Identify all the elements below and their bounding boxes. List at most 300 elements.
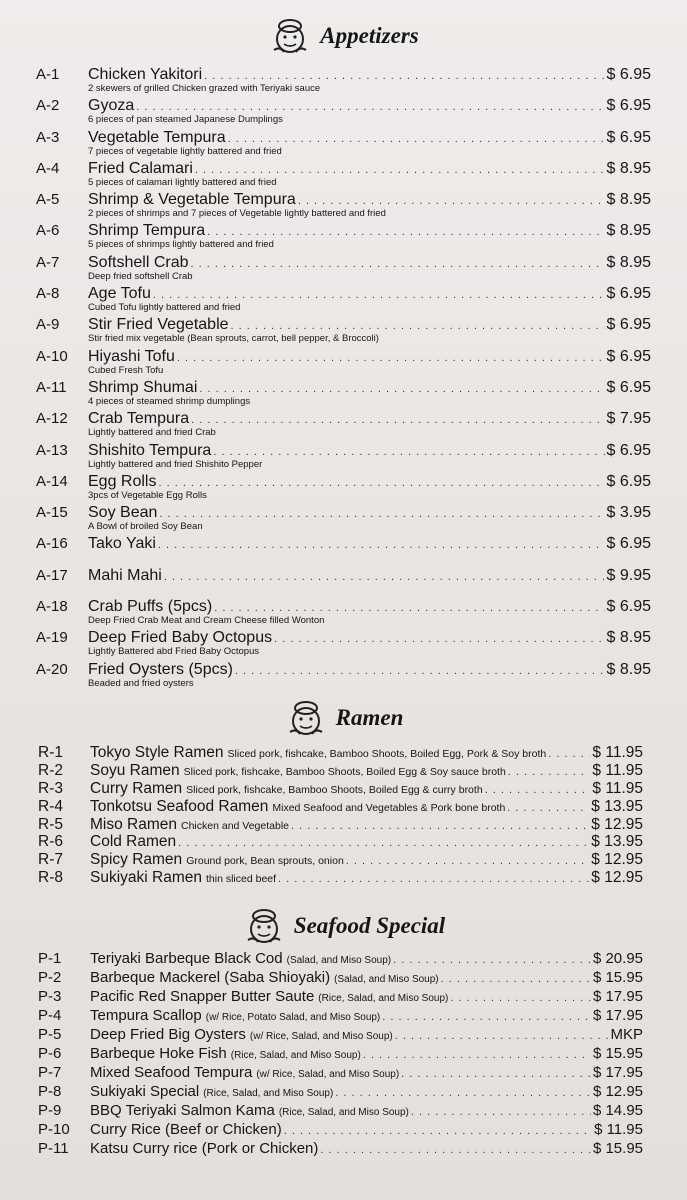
dot-leader xyxy=(231,320,605,332)
item-price: $ 6.95 xyxy=(606,347,651,365)
item-line xyxy=(90,851,643,869)
item-body xyxy=(88,629,651,660)
item-body xyxy=(88,598,651,629)
item-price: $ 8.95 xyxy=(606,629,651,647)
menu-item xyxy=(36,661,651,692)
item-code: P-9 xyxy=(38,1102,62,1119)
item-price: $ 6.95 xyxy=(606,66,651,83)
item-price: $ 8.95 xyxy=(606,222,651,240)
item-body xyxy=(88,348,651,379)
item-body xyxy=(88,160,651,191)
item-body xyxy=(88,222,651,253)
item-body xyxy=(88,442,651,473)
item-code: A-19 xyxy=(36,629,68,647)
item-code: R-4 xyxy=(38,797,63,815)
section-title: Ramen xyxy=(335,705,404,730)
item-body xyxy=(90,1140,643,1159)
item-code: A-1 xyxy=(36,66,60,83)
item-description: 4 pieces of steamed shrimp dumplings xyxy=(88,395,251,407)
item-line xyxy=(88,442,651,460)
section-title: Appetizers xyxy=(320,23,419,48)
item-code: A-6 xyxy=(36,222,60,240)
menu-item xyxy=(36,473,651,504)
item-name: Soy Bean xyxy=(88,504,158,522)
dot-leader xyxy=(507,802,589,814)
item-line xyxy=(88,97,651,115)
item-name: Gyoza xyxy=(88,97,135,115)
item-price: $ 17.95 xyxy=(592,1007,643,1024)
item-body xyxy=(90,851,643,869)
item-price: $ 12.95 xyxy=(591,869,643,887)
item-price: $ 12.95 xyxy=(591,851,643,869)
item-description: 5 pieces of calamari lightly battered and fried xyxy=(88,176,277,188)
item-name: Barbeque Mackerel (Saba Shioyaki) xyxy=(90,969,331,986)
item-name: Pacific Red Snapper Butter Saute xyxy=(90,988,315,1005)
dot-leader xyxy=(191,258,605,270)
item-body xyxy=(90,780,643,798)
item-name: Miso Ramen xyxy=(90,815,177,833)
dot-leader xyxy=(191,414,604,426)
dot-leader xyxy=(235,665,605,677)
item-body xyxy=(90,744,643,762)
item-name: Tonkotsu Seafood Ramen xyxy=(90,797,269,815)
item-code: P-3 xyxy=(38,988,62,1005)
item-price: $ 14.95 xyxy=(592,1102,643,1119)
item-name: Fried Oysters (5pcs) xyxy=(88,660,233,678)
section-title: Seafood Special xyxy=(293,913,446,938)
item-body xyxy=(88,285,651,316)
menu-item xyxy=(36,504,651,535)
item-code: P-11 xyxy=(38,1140,69,1157)
menu-item xyxy=(38,969,643,988)
item-body xyxy=(90,1102,643,1121)
item-line xyxy=(90,816,643,834)
item-line xyxy=(90,988,643,1006)
item-line xyxy=(88,379,651,397)
menu-item xyxy=(38,1026,643,1045)
item-body xyxy=(90,950,643,969)
item-description: (w/ Rice, Salad, and Miso Soup) xyxy=(256,1069,400,1080)
item-price: $ 3.95 xyxy=(606,504,651,522)
item-name: Tempura Scallop xyxy=(90,1007,202,1024)
item-name: Spicy Ramen xyxy=(90,851,183,869)
dot-leader xyxy=(164,571,605,583)
item-line xyxy=(88,191,651,209)
item-line xyxy=(90,1026,643,1044)
item-body xyxy=(88,254,651,285)
item-code: A-12 xyxy=(36,410,68,428)
menu-item xyxy=(38,1064,643,1083)
dot-leader xyxy=(204,70,604,82)
item-price: $ 17.95 xyxy=(592,1064,643,1081)
item-description: Sliced pork, fishcake, Bamboo Shoots, Boiled Egg & Soy sauce broth xyxy=(183,765,506,778)
item-line xyxy=(90,1102,643,1120)
dot-leader xyxy=(395,1030,609,1042)
item-code: P-8 xyxy=(38,1083,62,1100)
item-description: Sliced pork, fishcake, Bamboo Shoots, Boiled Egg & curry broth xyxy=(186,783,483,796)
item-price: $ 7.95 xyxy=(606,410,651,428)
menu-item xyxy=(36,254,651,285)
item-code: A-8 xyxy=(36,285,60,303)
dot-leader xyxy=(213,446,604,458)
item-body xyxy=(90,1121,643,1140)
item-description: (Salad, and Miso Soup) xyxy=(286,955,392,966)
item-description: (Rice, Salad, and Miso Soup) xyxy=(203,1088,334,1099)
item-name: Crab Tempura xyxy=(88,410,190,428)
item-name: Stir Fried Vegetable xyxy=(88,316,229,334)
dot-leader xyxy=(274,633,604,645)
item-body xyxy=(88,97,651,128)
menu-item xyxy=(36,629,651,660)
item-body xyxy=(88,410,651,441)
item-line xyxy=(90,762,643,780)
dot-leader xyxy=(485,784,591,796)
item-body xyxy=(88,535,651,566)
item-price: $ 13.95 xyxy=(591,833,643,851)
item-code: A-5 xyxy=(36,191,60,209)
menu-item xyxy=(38,851,643,869)
item-name: Egg Rolls xyxy=(88,472,157,490)
seafood-list xyxy=(0,950,687,1159)
dot-leader xyxy=(207,226,604,238)
section-header xyxy=(0,696,687,740)
item-description: 2 pieces of shrimps and 7 pieces of Vegetable lightly battered and fried xyxy=(88,208,386,220)
item-code: A-10 xyxy=(36,347,68,365)
dot-leader xyxy=(177,352,605,364)
item-description: Lightly battered and fried Crab xyxy=(88,427,216,439)
item-line xyxy=(90,1064,643,1082)
item-code: A-18 xyxy=(36,598,68,616)
item-description: Mixed Seafood and Vegetables & Pork bone broth xyxy=(272,801,506,814)
dot-leader xyxy=(441,973,591,985)
item-description: A Bowl of broiled Soy Bean xyxy=(88,521,203,533)
item-price: $ 8.95 xyxy=(606,253,651,271)
item-price: $ 6.95 xyxy=(606,378,651,396)
chef-mascot-icon xyxy=(284,698,328,738)
dot-leader xyxy=(228,133,605,145)
item-price: $ 6.95 xyxy=(606,128,651,146)
item-name: Mixed Seafood Tempura xyxy=(90,1064,253,1081)
item-code: A-15 xyxy=(36,504,68,522)
item-description: Cubed Tofu lightly battered and fried xyxy=(88,302,241,314)
item-description: Deep Fried Crab Meat and Cream Cheese filled Wonton xyxy=(88,615,325,627)
item-body xyxy=(90,988,643,1007)
item-price: $ 13.95 xyxy=(591,797,643,815)
chef-mascot-icon xyxy=(268,16,312,56)
item-description: 3pcs of Vegetable Egg Rolls xyxy=(88,489,207,501)
item-line xyxy=(90,1045,643,1063)
dot-leader xyxy=(284,1125,592,1137)
menu-item xyxy=(36,66,651,97)
item-code: A-16 xyxy=(36,535,68,553)
menu-item xyxy=(36,535,651,566)
menu-item xyxy=(38,988,643,1007)
item-name: Katsu Curry rice (Pork or Chicken) xyxy=(90,1140,319,1157)
menu-item xyxy=(38,869,643,887)
item-description: 6 pieces of pan steamed Japanese Dumplings xyxy=(88,114,283,126)
menu-item xyxy=(38,816,643,834)
menu-item xyxy=(36,379,651,410)
item-body xyxy=(90,1026,643,1045)
item-name: Cold Ramen xyxy=(90,833,177,851)
item-price: MKP xyxy=(610,1026,643,1043)
item-price: $ 8.95 xyxy=(606,191,651,209)
item-description: Cubed Fresh Tofu xyxy=(88,364,164,376)
item-code: R-7 xyxy=(38,851,63,869)
item-code: A-9 xyxy=(36,316,60,334)
dot-leader xyxy=(178,837,589,849)
item-price: $ 6.95 xyxy=(606,472,651,490)
item-name: BBQ Teriyaki Salmon Kama xyxy=(90,1102,275,1119)
item-name: Curry Rice (Beef or Chicken) xyxy=(90,1121,282,1138)
item-name: Deep Fried Big Oysters xyxy=(90,1026,246,1043)
item-line xyxy=(88,66,651,84)
item-description: (w/ Rice, Salad, and Miso Soup) xyxy=(249,1031,393,1042)
item-price: $ 6.95 xyxy=(606,316,651,334)
item-line xyxy=(88,316,651,334)
item-price: $ 6.95 xyxy=(606,441,651,459)
item-line xyxy=(90,1121,643,1139)
menu-item xyxy=(38,798,643,816)
menu-item xyxy=(36,191,651,222)
item-line xyxy=(88,348,651,366)
item-name: Shrimp Tempura xyxy=(88,222,206,240)
menu-item xyxy=(36,598,651,629)
item-description: Chicken and Vegetable xyxy=(181,819,289,832)
menu-item xyxy=(36,160,651,191)
dot-leader xyxy=(450,992,591,1004)
item-body xyxy=(90,969,643,988)
item-description: (Rice, Salad, and Miso Soup) xyxy=(318,993,449,1004)
item-name: Teriyaki Barbeque Black Cod xyxy=(90,950,283,967)
item-line xyxy=(88,567,651,585)
item-name: Vegetable Tempura xyxy=(88,128,226,146)
item-code: R-3 xyxy=(38,779,63,797)
item-price: $ 6.95 xyxy=(606,535,651,553)
item-line xyxy=(88,160,651,178)
menu-item xyxy=(36,316,651,347)
item-code: R-8 xyxy=(38,869,63,887)
item-body xyxy=(90,1007,643,1026)
item-description: (w/ Rice, Potato Salad, and Miso Soup) xyxy=(205,1012,381,1023)
appetizers-list xyxy=(0,66,687,692)
item-line xyxy=(88,504,651,522)
item-price: $ 20.95 xyxy=(592,950,643,967)
dot-leader xyxy=(158,477,604,489)
item-code: A-7 xyxy=(36,253,60,271)
ramen-section xyxy=(0,696,687,740)
item-body xyxy=(90,1083,643,1102)
dot-leader xyxy=(278,873,589,885)
item-line xyxy=(88,222,651,240)
item-code: A-11 xyxy=(36,378,67,396)
item-line xyxy=(88,285,651,303)
dot-leader xyxy=(199,383,604,395)
item-code: P-2 xyxy=(38,969,62,986)
item-name: Deep Fried Baby Octopus xyxy=(88,629,273,647)
item-code: P-4 xyxy=(38,1007,62,1024)
section-header xyxy=(0,14,687,58)
menu-item xyxy=(36,567,651,598)
item-description: 7 pieces of vegetable lightly battered and fried xyxy=(88,145,282,157)
item-code: R-5 xyxy=(38,815,63,833)
item-line xyxy=(90,950,643,968)
item-line xyxy=(88,254,651,272)
menu-item xyxy=(38,1045,643,1064)
item-body xyxy=(88,661,651,692)
dot-leader xyxy=(159,508,604,520)
item-body xyxy=(88,567,651,598)
item-line xyxy=(88,598,651,616)
item-name: Shishito Tempura xyxy=(88,441,212,459)
item-code: P-1 xyxy=(38,950,62,967)
dot-leader xyxy=(508,766,591,778)
menu-item xyxy=(38,1007,643,1026)
dot-leader xyxy=(291,820,589,832)
item-body xyxy=(88,504,651,535)
chef-mascot-icon xyxy=(242,906,286,946)
item-line xyxy=(90,869,643,887)
item-price: $ 17.95 xyxy=(592,988,643,1005)
item-code: A-20 xyxy=(36,660,68,678)
item-price: $ 8.95 xyxy=(606,660,651,678)
menu-item xyxy=(38,762,643,780)
menu-item xyxy=(38,950,643,969)
item-price: $ 8.95 xyxy=(606,159,651,177)
item-description: thin sliced beef xyxy=(206,873,277,886)
item-name: Soyu Ramen xyxy=(90,761,180,779)
dot-leader xyxy=(548,748,590,760)
item-price: $ 9.95 xyxy=(606,566,651,584)
item-price: $ 11.95 xyxy=(592,779,643,797)
item-line xyxy=(90,798,643,816)
item-body xyxy=(88,66,651,97)
item-price: $ 12.95 xyxy=(592,1083,643,1100)
item-line xyxy=(90,833,643,851)
item-price: $ 11.95 xyxy=(594,1121,643,1138)
menu-item xyxy=(36,285,651,316)
dot-leader xyxy=(393,954,591,966)
item-code: A-2 xyxy=(36,97,60,115)
item-body xyxy=(90,833,643,851)
item-code: A-14 xyxy=(36,472,68,490)
item-description: 2 skewers of grilled Chicken grazed with Teriyaki sauce xyxy=(88,83,321,94)
item-name: Crab Puffs (5pcs) xyxy=(88,598,213,616)
dot-leader xyxy=(195,164,605,176)
item-line xyxy=(88,629,651,647)
item-code: A-17 xyxy=(36,566,68,584)
dot-leader xyxy=(158,539,605,551)
item-name: Shrimp & Vegetable Tempura xyxy=(88,191,296,209)
menu-item xyxy=(38,744,643,762)
item-name: Age Tofu xyxy=(88,285,151,303)
item-code: P-7 xyxy=(38,1064,62,1081)
dot-leader xyxy=(298,195,605,207)
item-price: $ 15.95 xyxy=(592,1045,643,1062)
item-code: R-2 xyxy=(38,761,63,779)
dot-leader xyxy=(363,1049,591,1061)
item-name: Sukiyaki Ramen xyxy=(90,869,202,887)
item-description: Beaded and fried oysters xyxy=(88,677,194,689)
item-description: Ground pork, Bean sprouts, onion xyxy=(186,855,344,868)
item-name: Sukiyaki Special xyxy=(90,1083,200,1100)
item-line xyxy=(88,473,651,491)
item-line xyxy=(90,1140,643,1158)
menu-item xyxy=(38,1102,643,1121)
menu-item xyxy=(36,97,651,128)
item-code: R-1 xyxy=(38,744,63,761)
item-description: (Rice, Salad, and Miso Soup) xyxy=(230,1050,361,1061)
item-description: Sliced pork, fishcake, Bamboo Shoots, Boiled Egg, Pork & Soy broth xyxy=(227,748,547,760)
item-name: Tako Yaki xyxy=(88,535,156,553)
item-code: A-4 xyxy=(36,159,60,177)
dot-leader xyxy=(335,1087,591,1099)
item-price: $ 12.95 xyxy=(591,815,643,833)
item-line xyxy=(90,1007,643,1025)
dot-leader xyxy=(153,289,605,301)
menu-item xyxy=(38,1121,643,1140)
item-body xyxy=(88,379,651,410)
item-body xyxy=(90,798,643,816)
item-description: Deep fried softshell Crab xyxy=(88,270,193,282)
item-name: Fried Calamari xyxy=(88,159,193,177)
seafood-section xyxy=(0,904,687,948)
menu-item xyxy=(36,410,651,441)
item-line xyxy=(90,780,643,798)
item-line xyxy=(88,410,651,428)
dot-leader xyxy=(401,1068,591,1080)
item-price: $ 6.95 xyxy=(606,97,651,115)
item-body xyxy=(90,762,643,780)
menu-item xyxy=(36,348,651,379)
dot-leader xyxy=(320,1144,591,1156)
item-price: $ 11.95 xyxy=(592,761,643,779)
menu-item xyxy=(36,129,651,160)
item-body xyxy=(90,816,643,834)
ramen-list xyxy=(0,744,687,887)
item-body xyxy=(90,1045,643,1064)
menu-item xyxy=(36,442,651,473)
item-description: (Salad, and Miso Soup) xyxy=(334,974,439,985)
menu-item xyxy=(38,780,643,798)
item-name: Softshell Crab xyxy=(88,253,189,271)
item-name: Shrimp Shumai xyxy=(88,378,198,396)
item-line xyxy=(88,661,651,679)
dot-leader xyxy=(382,1011,591,1023)
item-price: $ 15.95 xyxy=(592,969,643,986)
item-body xyxy=(88,129,651,160)
item-code: R-6 xyxy=(38,833,63,851)
item-description: 5 pieces of shrimps lightly battered and fried xyxy=(88,239,274,251)
item-name: Chicken Yakitori xyxy=(88,66,203,83)
dot-leader xyxy=(411,1106,591,1118)
item-name: Curry Ramen xyxy=(90,779,183,797)
item-price: $ 6.95 xyxy=(606,598,651,616)
item-description: (Rice, Salad, and Miso Soup) xyxy=(278,1107,409,1118)
item-body xyxy=(88,191,651,222)
item-price: $ 11.95 xyxy=(592,744,643,761)
item-line xyxy=(90,969,643,987)
item-name: Tokyo Style Ramen xyxy=(90,744,224,761)
menu-item xyxy=(38,1083,643,1102)
menu-item xyxy=(38,1140,643,1159)
item-body xyxy=(88,473,651,504)
item-line xyxy=(88,129,651,147)
menu-item xyxy=(36,222,651,253)
item-body xyxy=(90,869,643,887)
item-line xyxy=(90,1083,643,1101)
item-body xyxy=(88,316,651,347)
